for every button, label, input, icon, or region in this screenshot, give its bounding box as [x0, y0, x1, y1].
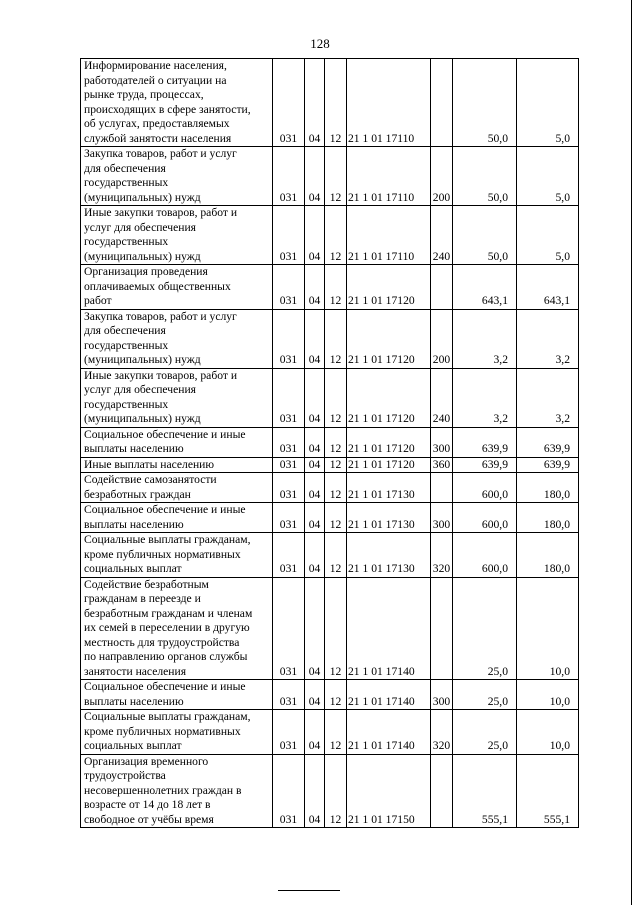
expense-type-cell: 240	[431, 368, 453, 427]
amount-year-1-cell: 25,0	[453, 710, 517, 755]
amount-year-2-cell: 10,0	[517, 577, 579, 680]
ministry-code-cell: 031	[273, 59, 305, 147]
amount-year-2-cell: 180,0	[517, 533, 579, 578]
ministry-code-cell: 031	[273, 206, 305, 265]
amount-year-2-cell: 3,2	[517, 309, 579, 368]
table-row	[81, 427, 579, 457]
footer-rule	[278, 890, 340, 891]
table-row	[81, 368, 579, 427]
expense-type-cell: 320	[431, 533, 453, 578]
amount-year-2-cell: 555,1	[517, 754, 579, 828]
amount-year-1-cell: 600,0	[453, 533, 517, 578]
amount-year-1-cell: 25,0	[453, 680, 517, 710]
expense-type-cell	[431, 59, 453, 147]
expense-type-cell: 300	[431, 680, 453, 710]
table-row	[81, 710, 579, 755]
section-code-cell: 04	[305, 754, 325, 828]
amount-year-1-cell: 639,9	[453, 457, 517, 473]
subsection-code-cell: 12	[325, 206, 347, 265]
ministry-code-cell: 031	[273, 368, 305, 427]
expense-type-cell: 200	[431, 147, 453, 206]
budget-table	[80, 58, 579, 828]
subsection-code-cell: 12	[325, 533, 347, 578]
subsection-code-cell: 12	[325, 147, 347, 206]
row-name-cell: Закупка товаров, работ и услуг для обеспечения государственных (муниципальных) нужд	[81, 309, 273, 368]
target-article-cell: 21 1 01 17120	[347, 457, 431, 473]
amount-year-1-cell: 555,1	[453, 754, 517, 828]
target-article-cell: 21 1 01 17150	[347, 754, 431, 828]
table-row	[81, 503, 579, 533]
row-name-cell: Организация временного трудоустройства несовершеннолетних граждан в возрасте от 14 до 18 лет в свободное от учёбы время	[81, 754, 273, 828]
amount-year-2-cell: 5,0	[517, 147, 579, 206]
amount-year-2-cell: 10,0	[517, 680, 579, 710]
amount-year-1-cell: 50,0	[453, 206, 517, 265]
subsection-code-cell: 12	[325, 503, 347, 533]
target-article-cell: 21 1 01 17140	[347, 577, 431, 680]
expense-type-cell: 300	[431, 427, 453, 457]
amount-year-2-cell: 180,0	[517, 473, 579, 503]
subsection-code-cell: 12	[325, 680, 347, 710]
target-article-cell: 21 1 01 17130	[347, 473, 431, 503]
ministry-code-cell: 031	[273, 577, 305, 680]
row-name-cell: Социальные выплаты гражданам, кроме публичных нормативных социальных выплат	[81, 533, 273, 578]
row-name-cell: Содействие самозанятости безработных граждан	[81, 473, 273, 503]
page-edge-line	[631, 0, 632, 905]
subsection-code-cell: 12	[325, 577, 347, 680]
target-article-cell: 21 1 01 17110	[347, 59, 431, 147]
amount-year-1-cell: 600,0	[453, 503, 517, 533]
amount-year-1-cell: 600,0	[453, 473, 517, 503]
row-name-cell: Иные выплаты населению	[81, 457, 273, 473]
subsection-code-cell: 12	[325, 265, 347, 310]
section-code-cell: 04	[305, 368, 325, 427]
amount-year-1-cell: 3,2	[453, 368, 517, 427]
target-article-cell: 21 1 01 17110	[347, 206, 431, 265]
subsection-code-cell: 12	[325, 710, 347, 755]
ministry-code-cell: 031	[273, 754, 305, 828]
target-article-cell: 21 1 01 17140	[347, 710, 431, 755]
subsection-code-cell: 12	[325, 754, 347, 828]
target-article-cell: 21 1 01 17130	[347, 503, 431, 533]
expense-type-cell: 320	[431, 710, 453, 755]
section-code-cell: 04	[305, 427, 325, 457]
page-number: 128	[310, 36, 330, 51]
budget-table-body	[81, 59, 579, 828]
amount-year-2-cell: 643,1	[517, 265, 579, 310]
table-row	[81, 59, 579, 147]
section-code-cell: 04	[305, 577, 325, 680]
table-row	[81, 265, 579, 310]
ministry-code-cell: 031	[273, 309, 305, 368]
amount-year-2-cell: 5,0	[517, 206, 579, 265]
section-code-cell: 04	[305, 59, 325, 147]
expense-type-cell: 300	[431, 503, 453, 533]
expense-type-cell: 200	[431, 309, 453, 368]
row-name-cell: Закупка товаров, работ и услуг для обеспечения государственных (муниципальных) нужд	[81, 147, 273, 206]
table-row	[81, 754, 579, 828]
section-code-cell: 04	[305, 533, 325, 578]
row-name-cell: Содействие безработным гражданам в переезде и безработным гражданам и членам их семей в переселении в другую местность для трудоустройства по направлению органов службы занятости населения	[81, 577, 273, 680]
ministry-code-cell: 031	[273, 147, 305, 206]
subsection-code-cell: 12	[325, 473, 347, 503]
row-name-cell: Иные закупки товаров, работ и услуг для обеспечения государственных (муниципальных) нужд	[81, 368, 273, 427]
amount-year-2-cell: 639,9	[517, 427, 579, 457]
section-code-cell: 04	[305, 309, 325, 368]
amount-year-2-cell: 639,9	[517, 457, 579, 473]
section-code-cell: 04	[305, 503, 325, 533]
ministry-code-cell: 031	[273, 710, 305, 755]
row-name-cell: Информирование населения, работодателей о ситуации на рынке труда, процессах, происходящих в сфере занятости, об услугах, предоставляемых службой занятости населения	[81, 59, 273, 147]
ministry-code-cell: 031	[273, 265, 305, 310]
amount-year-2-cell: 180,0	[517, 503, 579, 533]
table-row	[81, 206, 579, 265]
section-code-cell: 04	[305, 457, 325, 473]
target-article-cell: 21 1 01 17130	[347, 533, 431, 578]
amount-year-2-cell: 5,0	[517, 59, 579, 147]
amount-year-1-cell: 3,2	[453, 309, 517, 368]
target-article-cell: 21 1 01 17120	[347, 427, 431, 457]
ministry-code-cell: 031	[273, 503, 305, 533]
row-name-cell: Социальное обеспечение и иные выплаты населению	[81, 427, 273, 457]
target-article-cell: 21 1 01 17120	[347, 265, 431, 310]
target-article-cell: 21 1 01 17120	[347, 368, 431, 427]
expense-type-cell	[431, 577, 453, 680]
section-code-cell: 04	[305, 147, 325, 206]
amount-year-1-cell: 643,1	[453, 265, 517, 310]
section-code-cell: 04	[305, 473, 325, 503]
row-name-cell: Организация проведения оплачиваемых общественных работ	[81, 265, 273, 310]
amount-year-1-cell: 639,9	[453, 427, 517, 457]
subsection-code-cell: 12	[325, 427, 347, 457]
subsection-code-cell: 12	[325, 368, 347, 427]
amount-year-1-cell: 50,0	[453, 147, 517, 206]
subsection-code-cell: 12	[325, 457, 347, 473]
ministry-code-cell: 031	[273, 427, 305, 457]
section-code-cell: 04	[305, 680, 325, 710]
target-article-cell: 21 1 01 17110	[347, 147, 431, 206]
table-row	[81, 533, 579, 578]
subsection-code-cell: 12	[325, 59, 347, 147]
row-name-cell: Иные закупки товаров, работ и услуг для обеспечения государственных (муниципальных) нужд	[81, 206, 273, 265]
amount-year-2-cell: 3,2	[517, 368, 579, 427]
table-row	[81, 577, 579, 680]
ministry-code-cell: 031	[273, 473, 305, 503]
target-article-cell: 21 1 01 17120	[347, 309, 431, 368]
expense-type-cell: 240	[431, 206, 453, 265]
table-row	[81, 457, 579, 473]
section-code-cell: 04	[305, 710, 325, 755]
section-code-cell: 04	[305, 265, 325, 310]
expense-type-cell: 360	[431, 457, 453, 473]
table-row	[81, 680, 579, 710]
table-row	[81, 147, 579, 206]
table-row	[81, 309, 579, 368]
section-code-cell: 04	[305, 206, 325, 265]
ministry-code-cell: 031	[273, 533, 305, 578]
table-row	[81, 473, 579, 503]
ministry-code-cell: 031	[273, 680, 305, 710]
expense-type-cell	[431, 265, 453, 310]
row-name-cell: Социальное обеспечение и иные выплаты населению	[81, 680, 273, 710]
row-name-cell: Социальные выплаты гражданам, кроме публичных нормативных социальных выплат	[81, 710, 273, 755]
expense-type-cell	[431, 473, 453, 503]
amount-year-2-cell: 10,0	[517, 710, 579, 755]
amount-year-1-cell: 50,0	[453, 59, 517, 147]
target-article-cell: 21 1 01 17140	[347, 680, 431, 710]
amount-year-1-cell: 25,0	[453, 577, 517, 680]
subsection-code-cell: 12	[325, 309, 347, 368]
ministry-code-cell: 031	[273, 457, 305, 473]
expense-type-cell	[431, 754, 453, 828]
row-name-cell: Социальное обеспечение и иные выплаты населению	[81, 503, 273, 533]
